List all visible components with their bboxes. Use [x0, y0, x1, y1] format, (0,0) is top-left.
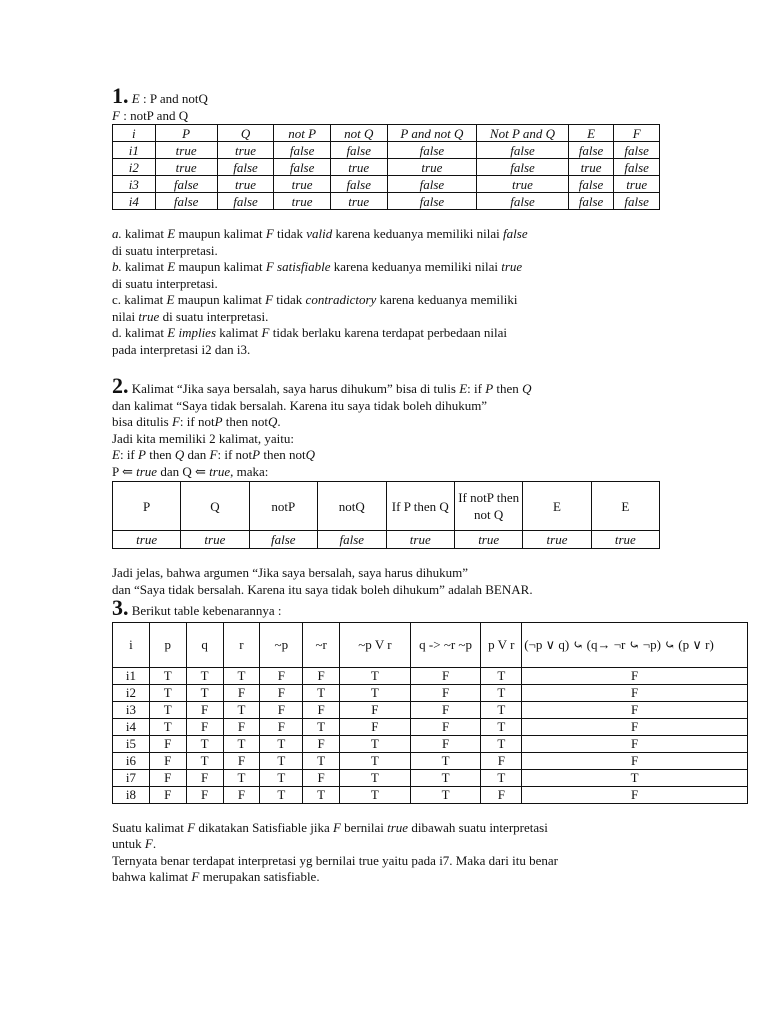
cell: false — [318, 531, 387, 549]
text-run: F — [144, 836, 153, 851]
cell: F — [303, 735, 340, 752]
cell: false — [387, 193, 477, 210]
table-row — [113, 701, 748, 718]
cell: T — [186, 684, 223, 701]
text-run: Q — [305, 447, 315, 462]
text-run: d. kalimat — [112, 325, 168, 340]
cell: true — [614, 176, 660, 193]
text-run: kalimat — [121, 226, 168, 241]
table-row — [113, 667, 748, 684]
cell: T — [186, 735, 223, 752]
cell: true — [217, 142, 274, 159]
text-run: . — [152, 836, 157, 851]
text-run: dan — [184, 447, 210, 462]
cell: F — [481, 752, 522, 769]
cell: T — [340, 684, 411, 701]
truth-table-1 — [112, 124, 660, 210]
text-run: Q — [522, 381, 532, 396]
cell: F — [522, 701, 748, 718]
definition-e: : P and notQ — [139, 91, 208, 106]
header-cell: q -> ~r ~p — [410, 622, 481, 667]
table-header-row — [113, 482, 660, 531]
section-3-conclusion-3: Ternyata benar terdapat interpretasi yg bernilai true yaitu pada i7. Maka dari itu benar — [112, 852, 558, 868]
cell: F — [186, 701, 223, 718]
cell: T — [481, 718, 522, 735]
cell: T — [481, 667, 522, 684]
section-2-line-5 — [112, 447, 660, 464]
text-run: kalimat — [216, 325, 262, 340]
header-cell: notQ — [318, 482, 387, 531]
cell: T — [340, 667, 411, 684]
cell: T — [340, 735, 411, 752]
header-cell: not P — [274, 125, 331, 142]
cell: false — [217, 159, 274, 176]
cell: T — [260, 769, 303, 786]
cell: i3 — [113, 701, 150, 718]
text-run: F — [265, 226, 274, 241]
header-cell: P — [113, 482, 181, 531]
cell: true — [386, 531, 454, 549]
header-cell: ~p — [260, 622, 303, 667]
cell: true — [217, 176, 274, 193]
cell: T — [223, 667, 260, 684]
cell: true — [477, 176, 569, 193]
header-cell: E — [568, 125, 614, 142]
cell: F — [149, 786, 186, 803]
cell: T — [481, 769, 522, 786]
text-run: true — [209, 463, 231, 479]
cell: F — [481, 786, 522, 803]
text-run: untuk — [112, 836, 145, 851]
cell: true — [181, 531, 249, 549]
text-run: then — [145, 447, 175, 462]
cell: false — [274, 142, 331, 159]
cell: T — [149, 667, 186, 684]
text-run: E — [112, 447, 120, 462]
text-run: P — [138, 447, 146, 462]
cell: T — [260, 752, 303, 769]
text-run: F — [191, 869, 200, 884]
section-2-line-6 — [112, 464, 660, 481]
table-row — [113, 786, 748, 803]
section-number: 1. — [112, 83, 129, 108]
text-run: then — [493, 381, 523, 396]
paragraph-a — [112, 226, 660, 243]
cell: F — [410, 684, 481, 701]
header-cell: ~p V r — [340, 622, 411, 667]
cell: T — [340, 769, 411, 786]
text-run: E — [167, 226, 176, 241]
text-run: c. kalimat — [112, 292, 167, 307]
cell: i1 — [113, 142, 156, 159]
cell: i6 — [113, 752, 150, 769]
text-run: true — [387, 819, 409, 835]
cell: F — [522, 735, 748, 752]
text-run: bahwa kalimat — [112, 869, 192, 884]
text-run: tidak berlaku karena terdapat perbedaan nilai — [269, 325, 507, 340]
cell: false — [477, 159, 569, 176]
table-row — [113, 718, 748, 735]
section-3-heading — [112, 595, 660, 620]
text-run: E — [459, 381, 468, 396]
section-number: 3. — [112, 595, 129, 620]
header-cell: Q — [217, 125, 274, 142]
table-row — [113, 684, 748, 701]
header-cell: i — [113, 622, 150, 667]
cell: false — [568, 142, 614, 159]
header-cell: notP — [249, 482, 317, 531]
text-run: karena keduanya memiliki nilai — [330, 259, 502, 274]
definition-f: : notP and Q — [119, 107, 189, 123]
cell: false — [614, 193, 660, 210]
truth-table-2 — [112, 481, 660, 549]
text-run: P — [214, 414, 223, 429]
header-cell: F — [614, 125, 660, 142]
table-row — [113, 752, 748, 769]
cell: F — [303, 667, 340, 684]
cell: F — [260, 701, 303, 718]
cell: true — [274, 193, 331, 210]
cell: false — [249, 531, 317, 549]
section-2-conclusion-2: dan “Saya tidak bersalah. Karena itu saya tidak boleh dihukum” adalah BENAR. — [112, 581, 533, 597]
section-2-line-4: Jadi kita memiliki 2 kalimat, yaitu: — [112, 430, 294, 446]
text-run: : if — [119, 447, 139, 462]
text-run: karena keduanya memiliki — [376, 292, 518, 307]
cell: F — [223, 752, 260, 769]
table-row — [113, 531, 660, 549]
header-cell: (¬p ∨ q) ⤿ (q→ ¬r ⤿ ¬p) ⤿ (p ∨ r) — [522, 622, 748, 667]
cell: F — [149, 735, 186, 752]
text-run: true — [136, 463, 158, 479]
text-run: implies — [178, 325, 217, 340]
truth-table-3 — [112, 622, 748, 804]
text-run: Suatu kalimat — [112, 819, 188, 835]
text-run: : if not — [217, 447, 253, 462]
text-run: Q — [174, 447, 185, 462]
text-run: tidak — [273, 226, 307, 241]
cell: false — [217, 193, 274, 210]
paragraph-c — [112, 292, 660, 309]
header-cell: r — [223, 622, 260, 667]
text-run: F — [265, 292, 274, 307]
cell: false — [568, 193, 614, 210]
text-run: b. — [112, 259, 122, 274]
text-run: F — [171, 414, 180, 429]
cell: T — [303, 718, 340, 735]
cell: T — [410, 752, 481, 769]
text-run: dikatakan Satisfiable jika — [195, 819, 333, 835]
text-run: dibawah suatu interpretasi — [408, 819, 548, 835]
text-run: dan Q ⇐ — [157, 463, 210, 479]
cell: i2 — [113, 159, 156, 176]
cell: false — [274, 159, 331, 176]
cell: T — [481, 735, 522, 752]
text-run: merupakan satisfiable. — [199, 869, 320, 884]
section-number: 2. — [112, 373, 129, 398]
cell: T — [481, 684, 522, 701]
cell: T — [149, 701, 186, 718]
text-run: contradictory — [305, 292, 377, 307]
cell: F — [522, 667, 748, 684]
cell: F — [410, 718, 481, 735]
cell: i7 — [113, 769, 150, 786]
text-run: true — [138, 308, 160, 324]
cell: T — [149, 718, 186, 735]
text-run: : if — [467, 381, 486, 396]
cell: false — [614, 142, 660, 159]
text-run: F — [209, 447, 218, 462]
cell: true — [274, 176, 331, 193]
text-run: maupun kalimat — [174, 292, 266, 307]
cell: T — [223, 735, 260, 752]
cell: T — [149, 684, 186, 701]
paragraph-b — [112, 259, 660, 276]
text-run: karena keduanya memiliki nilai — [332, 226, 504, 241]
cell: F — [223, 786, 260, 803]
symbol-f: F — [112, 107, 120, 123]
cell: F — [522, 684, 748, 701]
text-run: : if not — [179, 414, 215, 429]
cell: T — [303, 786, 340, 803]
symbol-e: E — [131, 91, 140, 106]
section-3-conclusion-1 — [112, 820, 660, 837]
header-cell: If notP then not Q — [454, 482, 522, 531]
text-run: F — [265, 259, 274, 274]
cell: false — [387, 142, 477, 159]
document-body — [112, 83, 714, 886]
cell: F — [186, 786, 223, 803]
table-row — [113, 159, 660, 176]
paragraph-a-cont: di suatu interpretasi. — [112, 242, 218, 258]
text-run: F — [261, 325, 270, 340]
cell: T — [260, 786, 303, 803]
text-run: bernilai — [340, 819, 388, 835]
cell: F — [340, 701, 411, 718]
cell: F — [186, 718, 223, 735]
cell: true — [330, 193, 387, 210]
text-run: valid — [306, 226, 333, 241]
cell: false — [477, 193, 569, 210]
cell: true — [155, 142, 217, 159]
table-row — [113, 735, 748, 752]
header-cell: not Q — [330, 125, 387, 142]
cell: true — [113, 531, 181, 549]
header-cell: P and not Q — [387, 125, 477, 142]
text-run: Kalimat “Jika saya bersalah, saya harus dihukum” bisa di tulis — [128, 381, 460, 396]
cell: F — [303, 701, 340, 718]
cell: T — [223, 769, 260, 786]
cell: true — [568, 159, 614, 176]
header-cell: E — [523, 482, 591, 531]
cell: i5 — [113, 735, 150, 752]
header-cell: P — [155, 125, 217, 142]
section-2-conclusion-1: Jadi jelas, bahwa argumen “Jika saya bersalah, saya harus dihukum” — [112, 565, 469, 580]
text-run: E — [166, 292, 175, 307]
text-run: then not — [260, 447, 306, 462]
cell: i4 — [113, 718, 150, 735]
cell: false — [330, 142, 387, 159]
text-run: true — [501, 259, 523, 274]
table-row — [113, 142, 660, 159]
section-3-conclusion-2 — [112, 836, 660, 853]
text-run: a. — [112, 226, 122, 241]
cell: T — [340, 786, 411, 803]
table-header-row — [113, 622, 748, 667]
cell: F — [186, 769, 223, 786]
cell: F — [223, 718, 260, 735]
text-run: tidak — [273, 292, 306, 307]
text-run: nilai — [112, 308, 139, 324]
text-run: kalimat — [121, 259, 168, 274]
text-run: E — [167, 325, 176, 340]
cell: true — [523, 531, 591, 549]
cell: true — [330, 159, 387, 176]
cell: F — [303, 769, 340, 786]
table-row — [113, 176, 660, 193]
cell: T — [186, 667, 223, 684]
header-cell: ~r — [303, 622, 340, 667]
section-2-line-3 — [112, 414, 660, 431]
table-header-row — [113, 125, 660, 142]
cell: T — [303, 752, 340, 769]
cell: F — [223, 684, 260, 701]
cell: F — [410, 701, 481, 718]
text-run: E — [167, 259, 176, 274]
cell: false — [477, 142, 569, 159]
paragraph-d-cont: pada interpretasi i2 dan i3. — [112, 341, 251, 357]
text-run: F — [187, 819, 196, 835]
header-cell: Q — [181, 482, 249, 531]
header-cell: p — [149, 622, 186, 667]
header-cell: Not P and Q — [477, 125, 569, 142]
cell: true — [454, 531, 522, 549]
cell: false — [614, 159, 660, 176]
cell: true — [155, 159, 217, 176]
cell: F — [149, 769, 186, 786]
cell: T — [303, 684, 340, 701]
cell: T — [186, 752, 223, 769]
text-run: P — [485, 381, 494, 396]
section-1-heading — [112, 83, 660, 108]
text-run: maupun kalimat — [175, 259, 266, 274]
cell: F — [522, 718, 748, 735]
cell: false — [387, 176, 477, 193]
cell: T — [340, 752, 411, 769]
section-3-intro: Berikut table kebenarannya : — [131, 603, 282, 618]
text-run: false — [503, 226, 528, 241]
text-run: , maka: — [230, 463, 269, 479]
cell: true — [387, 159, 477, 176]
text-run: bisa ditulis — [112, 414, 172, 429]
text-run: P — [252, 447, 261, 462]
cell: F — [260, 718, 303, 735]
section-2-heading — [112, 373, 660, 398]
cell: i1 — [113, 667, 150, 684]
cell: F — [410, 667, 481, 684]
text-run: F — [332, 819, 341, 835]
cell: T — [481, 701, 522, 718]
text-run: P ⇐ — [112, 463, 137, 479]
cell: i8 — [113, 786, 150, 803]
paragraph-b-cont: di suatu interpretasi. — [112, 275, 218, 291]
cell: F — [522, 752, 748, 769]
cell: i3 — [113, 176, 156, 193]
cell: true — [591, 531, 659, 549]
cell: i4 — [113, 193, 156, 210]
cell: false — [330, 176, 387, 193]
definition-f-line — [112, 108, 660, 125]
cell: F — [410, 735, 481, 752]
cell: false — [155, 176, 217, 193]
cell: F — [522, 786, 748, 803]
cell: F — [260, 667, 303, 684]
cell: T — [260, 735, 303, 752]
cell: F — [260, 684, 303, 701]
cell: T — [223, 701, 260, 718]
text-run: . — [277, 414, 281, 429]
text-run: maupun kalimat — [175, 226, 266, 241]
cell: T — [410, 786, 481, 803]
text-run: Q — [268, 414, 278, 429]
cell: F — [340, 718, 411, 735]
paragraph-d — [112, 325, 660, 342]
text-run: di suatu interpretasi. — [159, 308, 269, 324]
header-cell: p V r — [481, 622, 522, 667]
header-cell: E — [591, 482, 659, 531]
cell: T — [522, 769, 748, 786]
cell: i2 — [113, 684, 150, 701]
text-run: satisfiable — [277, 259, 331, 274]
section-2-line-2: dan kalimat “Saya tidak bersalah. Karena itu saya tidak boleh dihukum” — [112, 397, 488, 413]
table-row — [113, 193, 660, 210]
table-row — [113, 769, 748, 786]
cell: T — [410, 769, 481, 786]
cell: F — [149, 752, 186, 769]
header-cell: i — [113, 125, 156, 142]
text-run: then not — [222, 414, 269, 429]
header-cell: q — [186, 622, 223, 667]
paragraph-c-cont — [112, 309, 660, 326]
cell: false — [155, 193, 217, 210]
header-cell: If P then Q — [386, 482, 454, 531]
cell: false — [568, 176, 614, 193]
section-3-conclusion-4 — [112, 869, 660, 886]
